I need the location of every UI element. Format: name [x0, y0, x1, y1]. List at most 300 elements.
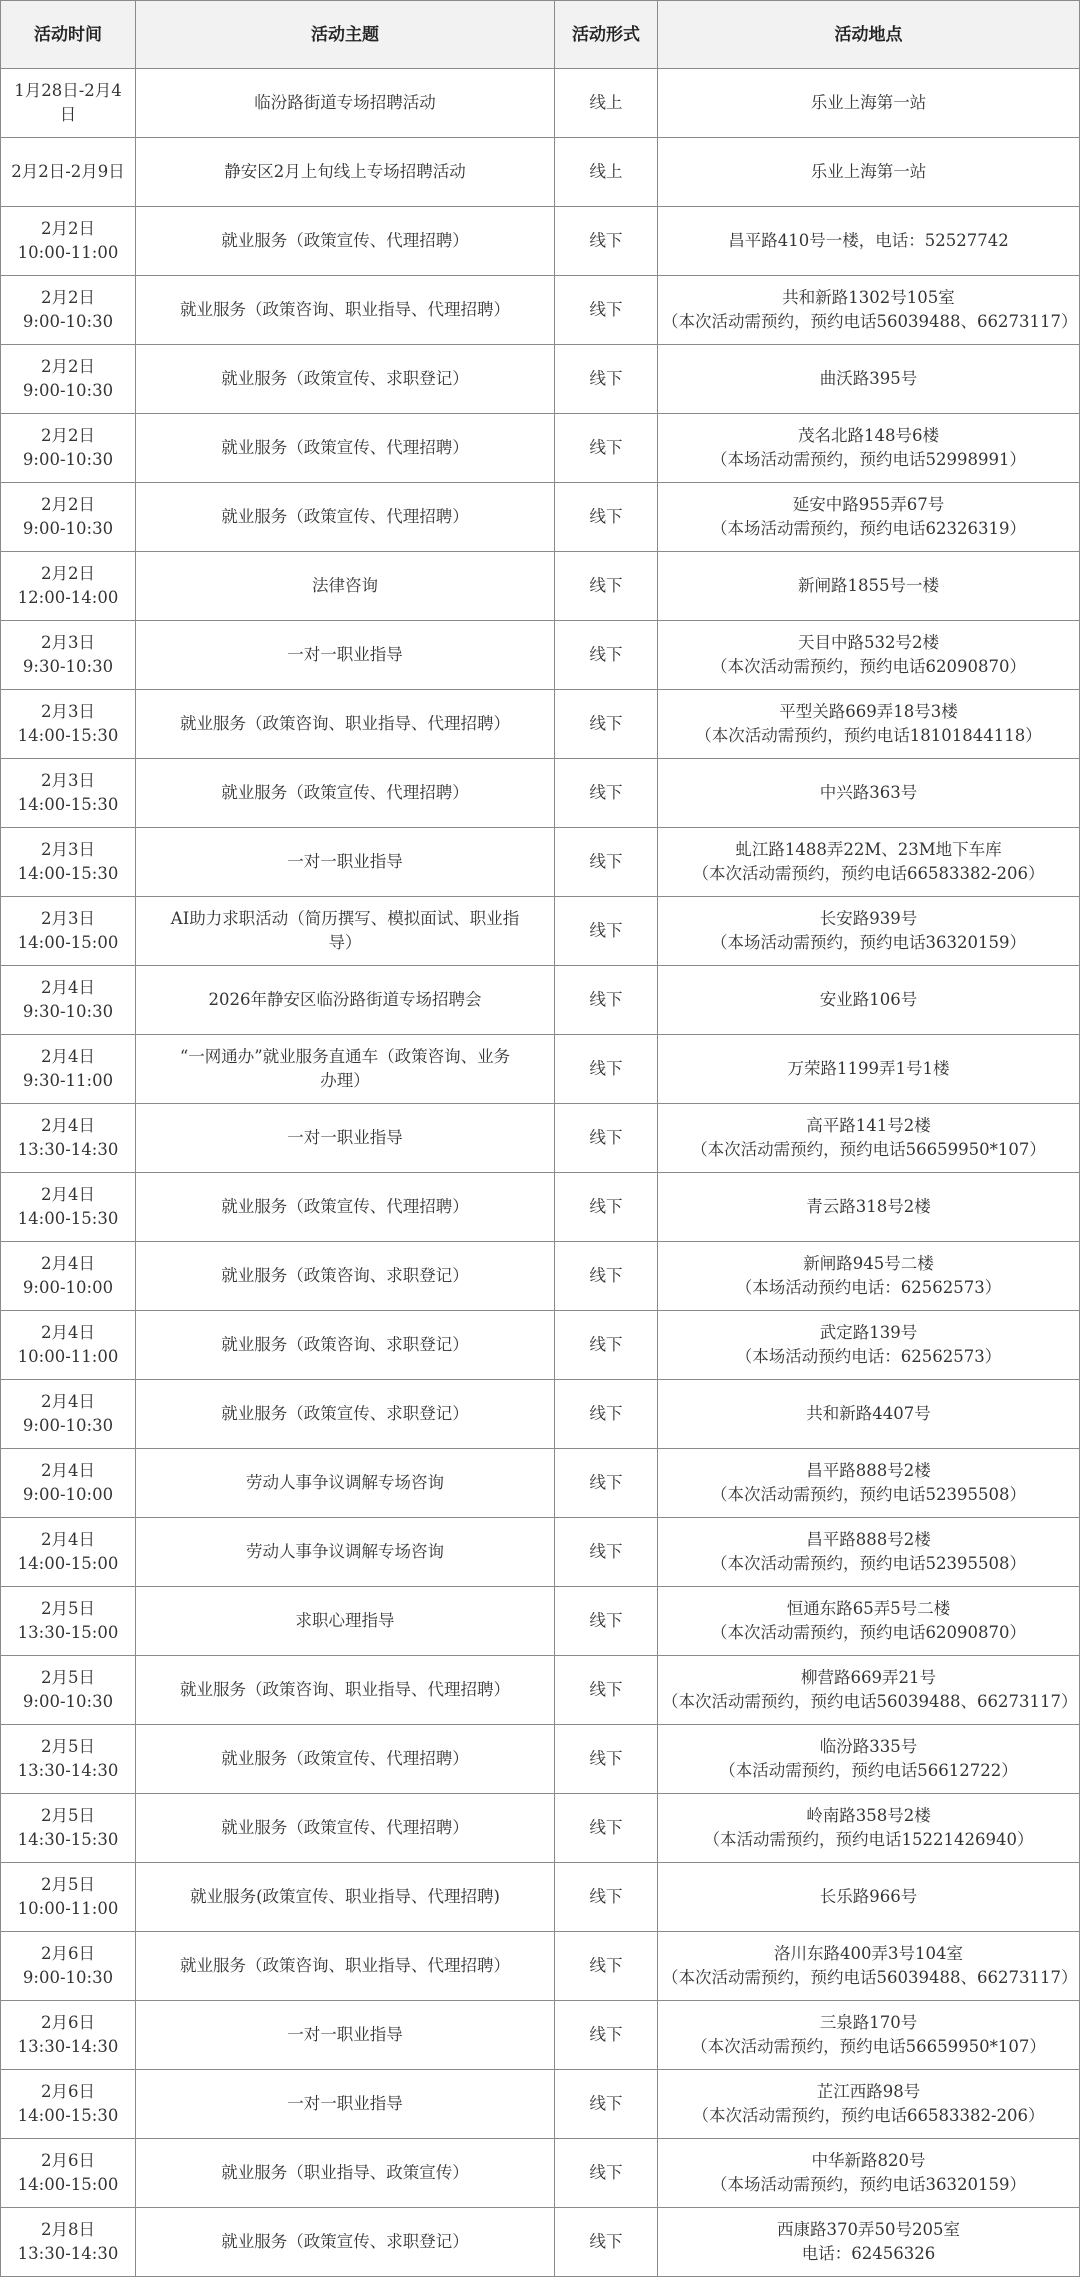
cell-time-line: 2月4日 — [41, 1116, 95, 1135]
cell-topic-line: 就业服务（政策咨询、职业指导、代理招聘） — [180, 714, 510, 733]
table-row — [1, 897, 1080, 966]
cell-place-line: 中兴路363号 — [819, 783, 918, 802]
cell-form: 线下 — [555, 828, 658, 897]
cell-topic — [136, 207, 555, 276]
cell-place — [658, 828, 1080, 897]
cell-topic-line: 就业服务（政策宣传、代理招聘） — [221, 1749, 469, 1768]
cell-time — [1, 1035, 136, 1104]
cell-topic-line: 就业服务（政策咨询、求职登记） — [221, 1266, 469, 1285]
cell-topic — [136, 1518, 555, 1587]
cell-place-line: 临汾路335号 — [819, 1737, 918, 1756]
cell-place — [658, 1656, 1080, 1725]
cell-time-line: 2月5日 — [41, 1668, 95, 1687]
cell-form: 线下 — [555, 1725, 658, 1794]
cell-form: 线下 — [555, 1035, 658, 1104]
cell-time — [1, 1104, 136, 1173]
cell-time-line: 2月2日 — [41, 288, 95, 307]
cell-time-line: 9:00-10:00 — [22, 1485, 114, 1504]
table-row — [1, 345, 1080, 414]
cell-place-line: （本次活动需预约，预约电话66583382-206） — [692, 864, 1045, 883]
cell-time-line: 2月3日 — [41, 702, 95, 721]
cell-form: 线下 — [555, 621, 658, 690]
cell-topic-line: 一对一职业指导 — [287, 2094, 403, 2113]
cell-place-line: 曲沃路395号 — [819, 369, 918, 388]
table-row — [1, 1242, 1080, 1311]
cell-time-line: 2月2日 — [41, 357, 95, 376]
cell-form: 线下 — [555, 1449, 658, 1518]
cell-place-line: 岭南路358号2楼 — [806, 1806, 931, 1825]
cell-time — [1, 345, 136, 414]
cell-time-line: 9:00-10:30 — [22, 1968, 114, 1987]
header-place: 活动地点 — [658, 1, 1080, 69]
cell-time — [1, 828, 136, 897]
cell-place-line: 茂名北路148号6楼 — [798, 426, 939, 445]
cell-time — [1, 207, 136, 276]
cell-place — [658, 2070, 1080, 2139]
cell-place-line: 长乐路966号 — [819, 1887, 918, 1906]
cell-form: 线下 — [555, 1311, 658, 1380]
cell-time-line: 10:00-11:00 — [17, 1347, 119, 1366]
table-row — [1, 1104, 1080, 1173]
cell-place — [658, 1104, 1080, 1173]
cell-topic-line: 临汾路街道专场招聘活动 — [254, 93, 436, 112]
cell-time-line: 9:30-11:00 — [22, 1071, 114, 1090]
cell-place-line: 共和新路1302号105室 — [782, 288, 955, 307]
cell-place-line: 延安中路955弄67号 — [792, 495, 945, 514]
cell-topic — [136, 1794, 555, 1863]
cell-form: 线下 — [555, 759, 658, 828]
cell-topic — [136, 2208, 555, 2277]
cell-place-line: 中华新路820号 — [811, 2151, 926, 2170]
header-form: 活动形式 — [555, 1, 658, 69]
cell-topic-line: 求职心理指导 — [295, 1611, 395, 1630]
cell-place — [658, 1863, 1080, 1932]
cell-time-line: 2月2日 — [41, 426, 95, 445]
cell-time-line: 2月2日 — [41, 219, 95, 238]
cell-time-line: 2月2日 — [41, 495, 95, 514]
cell-topic-line: 就业服务（政策宣传、代理招聘） — [221, 1818, 469, 1837]
cell-time — [1, 2001, 136, 2070]
cell-topic-line: 就业服务（政策咨询、职业指导、代理招聘） — [180, 300, 510, 319]
cell-place-line: （本次活动需预约，预约电话62090870） — [711, 1623, 1026, 1642]
cell-place — [658, 276, 1080, 345]
cell-place-line: （本场活动需预约，预约电话62326319） — [711, 519, 1026, 538]
table-body — [1, 69, 1080, 2277]
cell-topic — [136, 897, 555, 966]
cell-place — [658, 207, 1080, 276]
cell-form: 线下 — [555, 2139, 658, 2208]
table-row — [1, 1449, 1080, 1518]
cell-time — [1, 1311, 136, 1380]
cell-topic — [136, 2070, 555, 2139]
cell-place — [658, 1518, 1080, 1587]
table-row — [1, 1932, 1080, 2001]
table-row — [1, 69, 1080, 138]
cell-form: 线下 — [555, 1656, 658, 1725]
cell-time-line: 14:00-15:00 — [17, 2175, 119, 2194]
cell-place-line: （本场活动预约电话：62562573） — [735, 1278, 1002, 1297]
cell-topic — [136, 1380, 555, 1449]
cell-topic — [136, 2139, 555, 2208]
cell-topic — [136, 1863, 555, 1932]
cell-place-line: （本次活动需预约，预约电话56659950*107） — [691, 1140, 1046, 1159]
cell-time — [1, 1863, 136, 1932]
cell-time-line: 10:00-11:00 — [17, 1899, 119, 1918]
cell-place-line: 洛川东路400弄3号104室 — [774, 1944, 963, 1963]
cell-place-line: （本活动需预约，预约电话56612722） — [719, 1761, 1018, 1780]
cell-time-line: 13:30-14:30 — [17, 2244, 119, 2263]
cell-place-line: 昌平路410号一楼，电话：52527742 — [728, 231, 1009, 250]
cell-time — [1, 897, 136, 966]
cell-time — [1, 1380, 136, 1449]
cell-place — [658, 1449, 1080, 1518]
cell-time — [1, 759, 136, 828]
table-row — [1, 207, 1080, 276]
cell-place-line: （本场活动预约电话：62562573） — [735, 1347, 1002, 1366]
cell-topic — [136, 1242, 555, 1311]
cell-topic — [136, 690, 555, 759]
cell-place — [658, 414, 1080, 483]
header-time: 活动时间 — [1, 1, 136, 69]
cell-place — [658, 2139, 1080, 2208]
cell-time — [1, 1242, 136, 1311]
cell-time-line: 2月3日 — [41, 840, 95, 859]
cell-time-line: 14:00-15:00 — [17, 1554, 119, 1573]
table-row — [1, 276, 1080, 345]
cell-topic-line: 就业服务（政策宣传、代理招聘） — [221, 783, 469, 802]
cell-place-line: 乐业上海第一站 — [810, 93, 927, 112]
table-row — [1, 621, 1080, 690]
cell-time-line: 10:00-11:00 — [17, 243, 119, 262]
cell-form: 线下 — [555, 207, 658, 276]
cell-time-line: 9:00-10:00 — [22, 1278, 114, 1297]
cell-place-line: （本场活动需预约，预约电话36320159） — [711, 2175, 1026, 2194]
cell-place-line: 恒通东路65弄5号二楼 — [786, 1599, 951, 1618]
table-row — [1, 483, 1080, 552]
cell-topic — [136, 345, 555, 414]
cell-form: 线下 — [555, 897, 658, 966]
cell-time-line: 2月5日 — [41, 1599, 95, 1618]
cell-time-line: 12:00-14:00 — [17, 588, 119, 607]
cell-time — [1, 2208, 136, 2277]
cell-place — [658, 621, 1080, 690]
cell-topic — [136, 1587, 555, 1656]
cell-time — [1, 414, 136, 483]
cell-topic-line: 劳动人事争议调解专场咨询 — [246, 1473, 444, 1492]
cell-form: 线下 — [555, 2001, 658, 2070]
cell-topic-line: 就业服务(政策宣传、职业指导、代理招聘) — [190, 1887, 500, 1906]
cell-time-line: 日 — [59, 105, 77, 124]
cell-place-line: （本次活动需预约，预约电话56039488、66273117） — [662, 312, 1078, 331]
table-row — [1, 138, 1080, 207]
cell-place-line: 虬江路1488弄22M、23M地下车库 — [735, 840, 1002, 859]
table-row — [1, 2208, 1080, 2277]
cell-place-line: （本次活动需预约，预约电话18101844118） — [695, 726, 1042, 745]
cell-place-line: 西康路370弄50号205室 — [777, 2220, 960, 2239]
cell-time-line: 2月8日 — [41, 2220, 95, 2239]
cell-place-line: 武定路139号 — [819, 1323, 918, 1342]
cell-time-line: 13:30-14:30 — [17, 1140, 119, 1159]
cell-form: 线下 — [555, 1863, 658, 1932]
table-row — [1, 1863, 1080, 1932]
cell-place — [658, 690, 1080, 759]
cell-topic — [136, 2001, 555, 2070]
cell-time-line: 2月3日 — [41, 633, 95, 652]
cell-topic-line: 就业服务（职业指导、政策宣传） — [221, 2163, 469, 2182]
cell-place-line: （本次活动需预约，预约电话56039488、66273117） — [662, 1692, 1078, 1711]
cell-topic — [136, 1035, 555, 1104]
cell-place-line: 安业路106号 — [819, 990, 918, 1009]
cell-place-line: （本次活动需预约，预约电话66583382-206） — [692, 2106, 1045, 2125]
cell-time — [1, 966, 136, 1035]
table-row — [1, 1311, 1080, 1380]
cell-place-line: 天目中路532号2楼 — [798, 633, 939, 652]
cell-topic-line: 导） — [328, 933, 362, 952]
cell-place-line: 芷江西路98号 — [816, 2082, 921, 2101]
cell-place-line: 长安路939号 — [819, 909, 918, 928]
cell-place-line: 共和新路4407号 — [806, 1404, 931, 1423]
cell-time — [1, 1932, 136, 2001]
cell-place — [658, 552, 1080, 621]
header-topic: 活动主题 — [136, 1, 555, 69]
cell-form: 线下 — [555, 1794, 658, 1863]
cell-form: 线下 — [555, 483, 658, 552]
table-row — [1, 1794, 1080, 1863]
cell-place-line: 平型关路669弄18号3楼 — [779, 702, 958, 721]
cell-place — [658, 1035, 1080, 1104]
cell-topic-line: 就业服务（政策宣传、求职登记） — [221, 369, 469, 388]
cell-form: 线下 — [555, 2208, 658, 2277]
cell-time-line: 14:00-15:30 — [17, 795, 119, 814]
cell-time — [1, 1173, 136, 1242]
table-row — [1, 828, 1080, 897]
cell-place-line: （本次活动需预约，预约电话52395508） — [711, 1554, 1026, 1573]
cell-time-line: 14:00-15:30 — [17, 864, 119, 883]
cell-place-line: 三泉路170号 — [819, 2013, 918, 2032]
cell-place — [658, 2001, 1080, 2070]
cell-time-line: 13:30-14:30 — [17, 1761, 119, 1780]
cell-place-line: （本次活动需预约，预约电话52395508） — [711, 1485, 1026, 1504]
cell-topic-line: 法律咨询 — [312, 576, 378, 595]
cell-time-line: 9:00-10:30 — [22, 381, 114, 400]
cell-time — [1, 276, 136, 345]
cell-place-line: 昌平路888号2楼 — [806, 1530, 931, 1549]
table-row — [1, 1725, 1080, 1794]
cell-topic-line: 就业服务（政策宣传、代理招聘） — [221, 1197, 469, 1216]
cell-time-line: 9:30-10:30 — [22, 1002, 114, 1021]
cell-time — [1, 1794, 136, 1863]
cell-time-line: 2月4日 — [41, 978, 95, 997]
cell-time-line: 14:00-15:00 — [17, 933, 119, 952]
cell-form: 线下 — [555, 1104, 658, 1173]
cell-place — [658, 2208, 1080, 2277]
cell-topic — [136, 138, 555, 207]
cell-place — [658, 138, 1080, 207]
cell-topic — [136, 621, 555, 690]
cell-place — [658, 1587, 1080, 1656]
cell-topic — [136, 1104, 555, 1173]
cell-time-line: 2月4日 — [41, 1185, 95, 1204]
cell-form: 线上 — [555, 69, 658, 138]
cell-topic-line: 一对一职业指导 — [287, 1128, 403, 1147]
cell-topic-line: 就业服务（政策咨询、求职登记） — [221, 1335, 469, 1354]
cell-place-line: （本次活动需预约，预约电话56039488、66273117） — [662, 1968, 1078, 1987]
cell-time-line: 14:00-15:30 — [17, 1209, 119, 1228]
cell-time-line: 2月3日 — [41, 909, 95, 928]
cell-time — [1, 2139, 136, 2208]
cell-topic-line: AI助力求职活动（简历撰写、模拟面试、职业指 — [170, 909, 520, 928]
cell-topic-line: 办理） — [320, 1071, 370, 1090]
cell-time — [1, 621, 136, 690]
cell-topic-line: 就业服务（政策宣传、求职登记） — [221, 1404, 469, 1423]
cell-place-line: 万荣路1199弄1号1楼 — [787, 1059, 950, 1078]
cell-time-line: 2月6日 — [41, 2013, 95, 2032]
cell-time-line: 14:00-15:30 — [17, 2106, 119, 2125]
cell-place-line: 昌平路888号2楼 — [806, 1461, 931, 1480]
cell-place — [658, 897, 1080, 966]
cell-time-line: 2月4日 — [41, 1530, 95, 1549]
cell-time-line: 2月4日 — [41, 1461, 95, 1480]
table-row — [1, 2139, 1080, 2208]
cell-topic — [136, 1725, 555, 1794]
cell-topic-line: 2026年静安区临汾路街道专场招聘会 — [208, 990, 482, 1009]
cell-place — [658, 69, 1080, 138]
table-row — [1, 552, 1080, 621]
cell-topic — [136, 1656, 555, 1725]
cell-topic — [136, 276, 555, 345]
cell-form: 线下 — [555, 414, 658, 483]
table-row — [1, 690, 1080, 759]
cell-form: 线下 — [555, 1932, 658, 2001]
cell-place — [658, 966, 1080, 1035]
cell-time-line: 2月5日 — [41, 1875, 95, 1894]
cell-time-line: 9:00-10:30 — [22, 450, 114, 469]
cell-form: 线下 — [555, 2070, 658, 2139]
cell-topic — [136, 1173, 555, 1242]
cell-place — [658, 1173, 1080, 1242]
cell-time — [1, 690, 136, 759]
cell-time-line: 2月3日 — [41, 771, 95, 790]
cell-time — [1, 1725, 136, 1794]
cell-form: 线下 — [555, 1173, 658, 1242]
cell-time-line: 9:00-10:30 — [22, 519, 114, 538]
cell-time-line: 2月6日 — [41, 2082, 95, 2101]
cell-place — [658, 759, 1080, 828]
cell-time-line: 2月6日 — [41, 1944, 95, 1963]
table-row — [1, 1035, 1080, 1104]
cell-time-line: 2月6日 — [41, 2151, 95, 2170]
cell-topic — [136, 414, 555, 483]
cell-time-line: 13:30-14:30 — [17, 2037, 119, 2056]
cell-form: 线上 — [555, 138, 658, 207]
table-row — [1, 1587, 1080, 1656]
cell-topic — [136, 1932, 555, 2001]
cell-topic — [136, 1449, 555, 1518]
cell-time-line: 9:00-10:30 — [22, 1416, 114, 1435]
cell-topic-line: 一对一职业指导 — [287, 2025, 403, 2044]
cell-place — [658, 1725, 1080, 1794]
cell-time-line: 2月5日 — [41, 1806, 95, 1825]
cell-place-line: （本次活动需预约，预约电话56659950*107） — [691, 2037, 1046, 2056]
cell-time — [1, 483, 136, 552]
cell-place — [658, 1794, 1080, 1863]
cell-time-line: 9:00-10:30 — [22, 312, 114, 331]
cell-topic-line: 一对一职业指导 — [287, 645, 403, 664]
cell-form: 线下 — [555, 1587, 658, 1656]
cell-place-line: 高平路141号2楼 — [806, 1116, 931, 1135]
cell-place — [658, 1380, 1080, 1449]
cell-place-line: 柳营路669弄21号 — [801, 1668, 936, 1687]
cell-time-line: 2月4日 — [41, 1323, 95, 1342]
cell-topic-line: 一对一职业指导 — [287, 852, 403, 871]
cell-form: 线下 — [555, 345, 658, 414]
cell-place — [658, 483, 1080, 552]
cell-topic — [136, 966, 555, 1035]
cell-time-line: 9:00-10:30 — [22, 1692, 114, 1711]
cell-place-line: 新闸路1855号一楼 — [798, 576, 939, 595]
cell-form: 线下 — [555, 276, 658, 345]
cell-time — [1, 552, 136, 621]
cell-form: 线下 — [555, 1380, 658, 1449]
cell-time-line: 2月5日 — [41, 1737, 95, 1756]
cell-time-line: 13:30-15:00 — [17, 1623, 119, 1642]
cell-time — [1, 138, 136, 207]
cell-place — [658, 1311, 1080, 1380]
table-row — [1, 966, 1080, 1035]
cell-place-line: （本活动需预约，预约电话15221426940） — [703, 1830, 1034, 1849]
cell-time-line: 2月2日 — [41, 564, 95, 583]
cell-place — [658, 1242, 1080, 1311]
cell-time — [1, 1656, 136, 1725]
cell-topic-line: 就业服务（政策宣传、代理招聘） — [221, 231, 469, 250]
cell-time-line: 2月4日 — [41, 1254, 95, 1273]
cell-topic — [136, 759, 555, 828]
cell-time — [1, 69, 136, 138]
table-row — [1, 759, 1080, 828]
cell-topic-line: “一网通办”就业服务直通车（政策咨询、业务 — [179, 1047, 511, 1066]
cell-form: 线下 — [555, 552, 658, 621]
cell-topic-line: 就业服务（政策咨询、职业指导、代理招聘） — [180, 1956, 510, 1975]
table-header-row — [1, 1, 1080, 69]
cell-topic — [136, 69, 555, 138]
cell-place-line: 新闸路945号二楼 — [803, 1254, 934, 1273]
cell-topic — [136, 552, 555, 621]
cell-topic-line: 就业服务（政策宣传、代理招聘） — [221, 507, 469, 526]
cell-time — [1, 2070, 136, 2139]
cell-time-line: 14:30-15:30 — [17, 1830, 119, 1849]
cell-topic-line: 就业服务（政策宣传、代理招聘） — [221, 438, 469, 457]
cell-form: 线下 — [555, 1242, 658, 1311]
cell-place-line: （本场活动需预约，预约电话36320159） — [711, 933, 1026, 952]
cell-topic — [136, 1311, 555, 1380]
table-row — [1, 1518, 1080, 1587]
cell-time — [1, 1587, 136, 1656]
cell-place-line: 电话：62456326 — [801, 2244, 936, 2263]
cell-place-line: （本次活动需预约，预约电话62090870） — [711, 657, 1026, 676]
cell-time-line: 2月2日-2月9日 — [11, 162, 125, 181]
cell-time-line: 14:00-15:30 — [17, 726, 119, 745]
cell-place-line: 青云路318号2楼 — [806, 1197, 931, 1216]
cell-place — [658, 345, 1080, 414]
table-row — [1, 2070, 1080, 2139]
cell-form: 线下 — [555, 1518, 658, 1587]
cell-form: 线下 — [555, 690, 658, 759]
cell-form: 线下 — [555, 966, 658, 1035]
cell-topic-line: 劳动人事争议调解专场咨询 — [246, 1542, 444, 1561]
table-row — [1, 414, 1080, 483]
table-row — [1, 2001, 1080, 2070]
cell-place — [658, 1932, 1080, 2001]
